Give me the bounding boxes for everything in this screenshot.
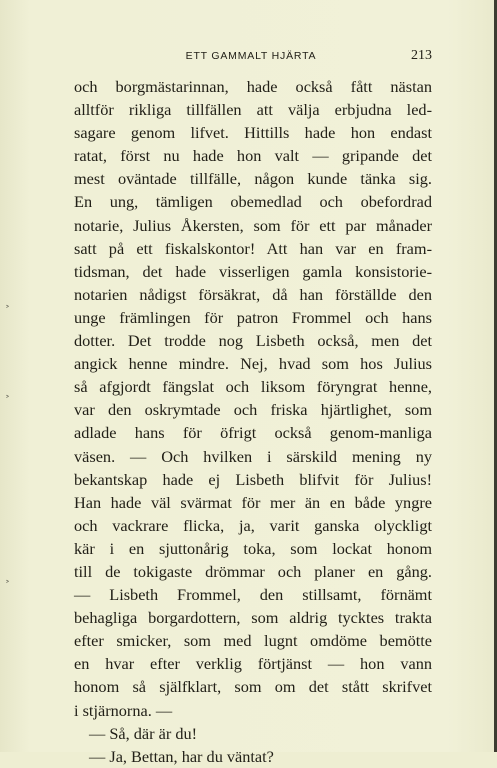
page-number: 213	[411, 48, 432, 63]
text-line: angick henne mindre. Nej, hvad som hos Julius	[74, 354, 432, 374]
text-line: tidsman, det hade visserligen gamla konsistorie-	[74, 261, 432, 281]
text-line: unge främlingen för patron Frommel och hans	[74, 307, 432, 327]
margin-mark: ˃	[5, 395, 10, 406]
text-line: efter smicker, som med lugnt omdöme bemötte	[74, 631, 432, 651]
text-line: alltför rikliga tillfällen att välja erbjudna led-	[74, 100, 432, 120]
text-line: till de tokigaste drömmar och planer en gång.	[74, 561, 432, 581]
text-line: en hvar efter verklig förtjänst — hon vann	[74, 654, 432, 674]
text-line: notarien nådigst försäkrat, då han förställde den	[74, 284, 432, 304]
text-line: väsen. — Och hvilken i särskild mening ny	[74, 446, 432, 466]
text-line: honom så själfklart, som om det stått skrifvet	[74, 677, 432, 697]
text-line: adlade hans för öfrigt också genom-manliga	[74, 423, 432, 443]
text-line: — Lisbeth Frommel, den stillsamt, förnämt	[74, 585, 432, 605]
text-line: och borgmästarinnan, hade också fått nästan	[74, 77, 432, 96]
dialogue-line: — Ja, Bettan, har du väntat?	[89, 746, 274, 766]
text-line: kär i en sjuttonårig toka, som lockat honom	[74, 538, 432, 558]
text-line: En ung, tämligen obemedlad och obefordrad	[74, 192, 432, 212]
text-line: notarie, Julius Åkersten, som för ett par månader	[74, 215, 432, 235]
text-line: satt på ett fiskalskontor! Att han var en fram-	[74, 238, 432, 258]
text-line: så afgjordt fängslat och liksom föryngrat henne,	[74, 377, 432, 397]
text-line: sagare genom lifvet. Hittills hade hon endast	[74, 123, 432, 143]
margin-mark: ˃	[5, 305, 10, 316]
text-line: ratat, först nu hade hon valt — gripande det	[74, 146, 432, 166]
text-line: Han hade väl svärmat för mer än en både yngre	[74, 492, 432, 512]
body-text	[74, 75, 432, 768]
running-title: ETT GAMMALT HJÄRTA	[185, 50, 317, 62]
text-line: i stjärnorna. —	[74, 700, 173, 720]
text-line: dotter. Det trodde nog Lisbeth också, men det	[74, 331, 432, 351]
text-line: behagliga borgardottern, som aldrig tycktes trakta	[74, 608, 432, 628]
text-line: mest oväntade tillfälle, någon kunde tänka sig.	[74, 169, 432, 189]
text-line: och vackrare flicka, ja, varit ganska olyckligt	[74, 515, 432, 535]
dialogue-line: — Så, där är du!	[89, 723, 198, 743]
running-header	[70, 48, 432, 66]
text-line: var den oskrymtade och friska hjärtlighet, som	[74, 400, 432, 420]
margin-mark: ˃	[5, 580, 10, 591]
text-line: bekantskap hade ej Lisbeth blifvit för Julius!	[74, 469, 432, 489]
